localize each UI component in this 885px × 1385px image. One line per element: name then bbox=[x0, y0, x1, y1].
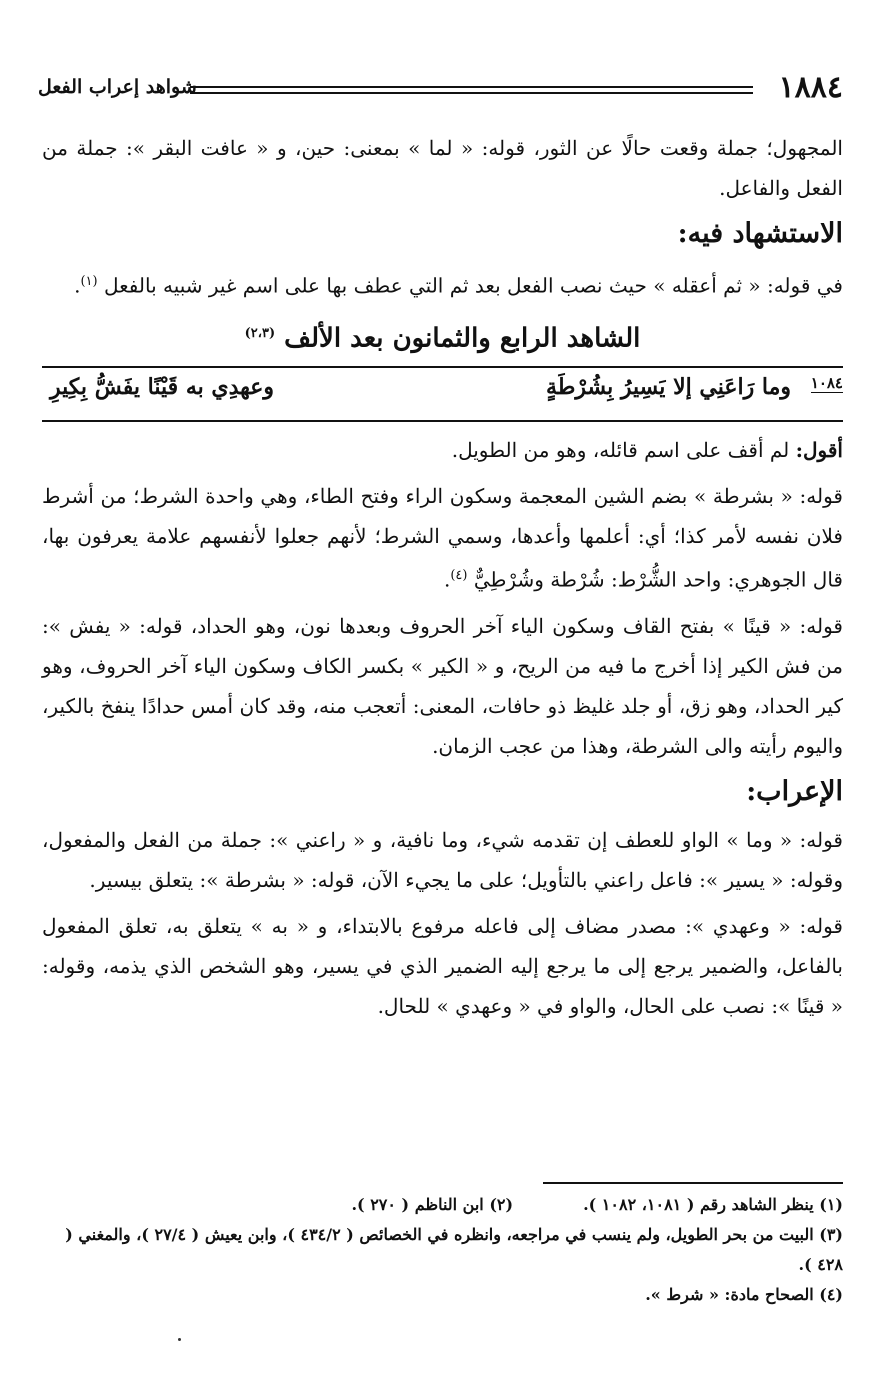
paragraph: قوله: « وما » الواو للعطف إن تقدمه شيء، وما نافية، و « راعني »: جملة من الفعل والمفعول، وقوله: « يسير »: فاعل راعني بالتأويل؛ على ما يجيء الآن، قوله: « بشرطة »: يتعلق بيسير. bbox=[42, 827, 843, 892]
verse-hemistich-1: وما رَاعَنِي إلا يَسِيرُ بِشُرْطَةٍ bbox=[546, 374, 791, 401]
paragraph: قوله: « بشرطة » بضم الشين المعجمة وسكون الراء وفتح الطاء، وهي واحدة الشرط؛ من أشرط فلان نفسه لأمر كذا؛ أي: أعلمها وأعدها، وسمي الشرط؛ لأنهم جعلوا لأنفسهم علامة يعرفون بها، قال الجوهري: واحد الشُّرْط: شُرْطة وشُرْطِيٌّ $^{(٤)}$. bbox=[42, 484, 843, 592]
paragraph-text: في قوله: « ثم أعقله » حيث نصب الفعل بعد ثم التي عطف بها على اسم غير شبيه بالفعل bbox=[103, 273, 843, 298]
footnotes bbox=[42, 1190, 843, 1310]
witness-title bbox=[42, 312, 843, 361]
section-heading: الاستشهاد فيه: bbox=[677, 218, 843, 249]
running-title: شواهد إعراب الفعل bbox=[38, 76, 197, 98]
witness-title-text: الشاهد الرابع والثمانون بعد الألف bbox=[284, 323, 641, 354]
footnote-ref: (١) bbox=[80, 274, 98, 289]
verse-number: ١٠٨٤ bbox=[810, 374, 843, 393]
verse-hemistich-2: وعهدِي به قَيْنًا يفَشُّ بِكِيرِ bbox=[50, 374, 275, 401]
footnote-2: (٢) ابن الناظم ( ٢٧٠ ). bbox=[351, 1195, 514, 1214]
paragraph-text: لم أقف على اسم قائله، وهو من الطويل. bbox=[451, 438, 790, 463]
paragraph: قوله: « قينًا » بفتح القاف وسكون الياء آخر الحروف وبعدها نون، وهو الحداد، قوله: « يفش »: من فش الكير إذا أخرج ما فيه من الريح، و « الكير » بكسر الكاف وسكون الياء آخر الحروف، وهو كير الحداد، وهو زق، أو جلد غليظ ذو حافات، المعنى: أتعجب منه، وقد كان أمس حدادًا ينفخ بالكير، واليوم رأيته والى الشرطة، وهذا من عجب الزمان. bbox=[42, 613, 843, 758]
footnote-4: (٤) الصحاح مادة: « شرط ». bbox=[645, 1285, 843, 1304]
paragraph: المجهول؛ جملة وقعت حالًا عن الثور، قوله: « لما » بمعنى: حين، و « عافت البقر »: جملة من الفعل والفاعل. bbox=[42, 136, 843, 200]
page-body bbox=[42, 128, 843, 1032]
footnote-row bbox=[42, 1190, 843, 1220]
paragraph-text: قوله: « بشرطة » بضم الشين المعجمة وسكون الراء وفتح الطاء، وهي واحدة الشرط؛ من أشرط فلان نفسه لأمر كذا؛ أي: أعلمها وأعدها، وسمي الشرط؛ لأنهم جعلوا لأنفسهم علامة يعرفون بها، قال الجوهري: واحد الشُّرْط: شُرْطة وشُرْطِيٌّ bbox=[42, 484, 843, 592]
paragraph: في قوله: « ثم أعقله » حيث نصب الفعل بعد ثم التي عطف بها على اسم غير شبيه بالفعل $^{(١)}$. bbox=[74, 273, 843, 298]
footnote-3: (٣) البيت من بحر الطويل، ولم ينسب في مراجعه، وانظره في الخصائص ( ٤٣٤/٢ )، وابن يعيش ( ٢٧/٤ )، والمغني ( ٤٢٨ ). bbox=[65, 1225, 843, 1274]
page-header bbox=[38, 70, 843, 110]
page-number: ١٨٨٤ bbox=[778, 70, 843, 105]
paragraph bbox=[42, 430, 843, 470]
section-heading: الإعراب: bbox=[746, 775, 843, 807]
label-aqul: أقول: bbox=[795, 438, 843, 463]
footnote-1: (١) ينظر الشاهد رقم ( ١٠٨١، ١٠٨٢ ). bbox=[583, 1195, 843, 1214]
scan-speck bbox=[178, 1338, 181, 1341]
footnote-separator bbox=[543, 1182, 843, 1184]
paragraph: قوله: « وعهدي »: مصدر مضاف إلى فاعله مرفوع بالابتداء، و « به » يتعلق به، تعلق المفعول بالفاعل، والضمير يرجع إلى ما يرجع إليه الضمير الذي في يسير، وهو الشخص الذي يذمه، وقوله: « قينًا »: نصب على الحال، والواو في « وعهدي » للحال. bbox=[42, 913, 843, 1018]
verse-box bbox=[42, 366, 843, 422]
footnote-ref: (٤) bbox=[450, 568, 468, 584]
footnote-ref: (٢،٣) bbox=[244, 325, 276, 341]
header-double-rule bbox=[190, 86, 753, 94]
